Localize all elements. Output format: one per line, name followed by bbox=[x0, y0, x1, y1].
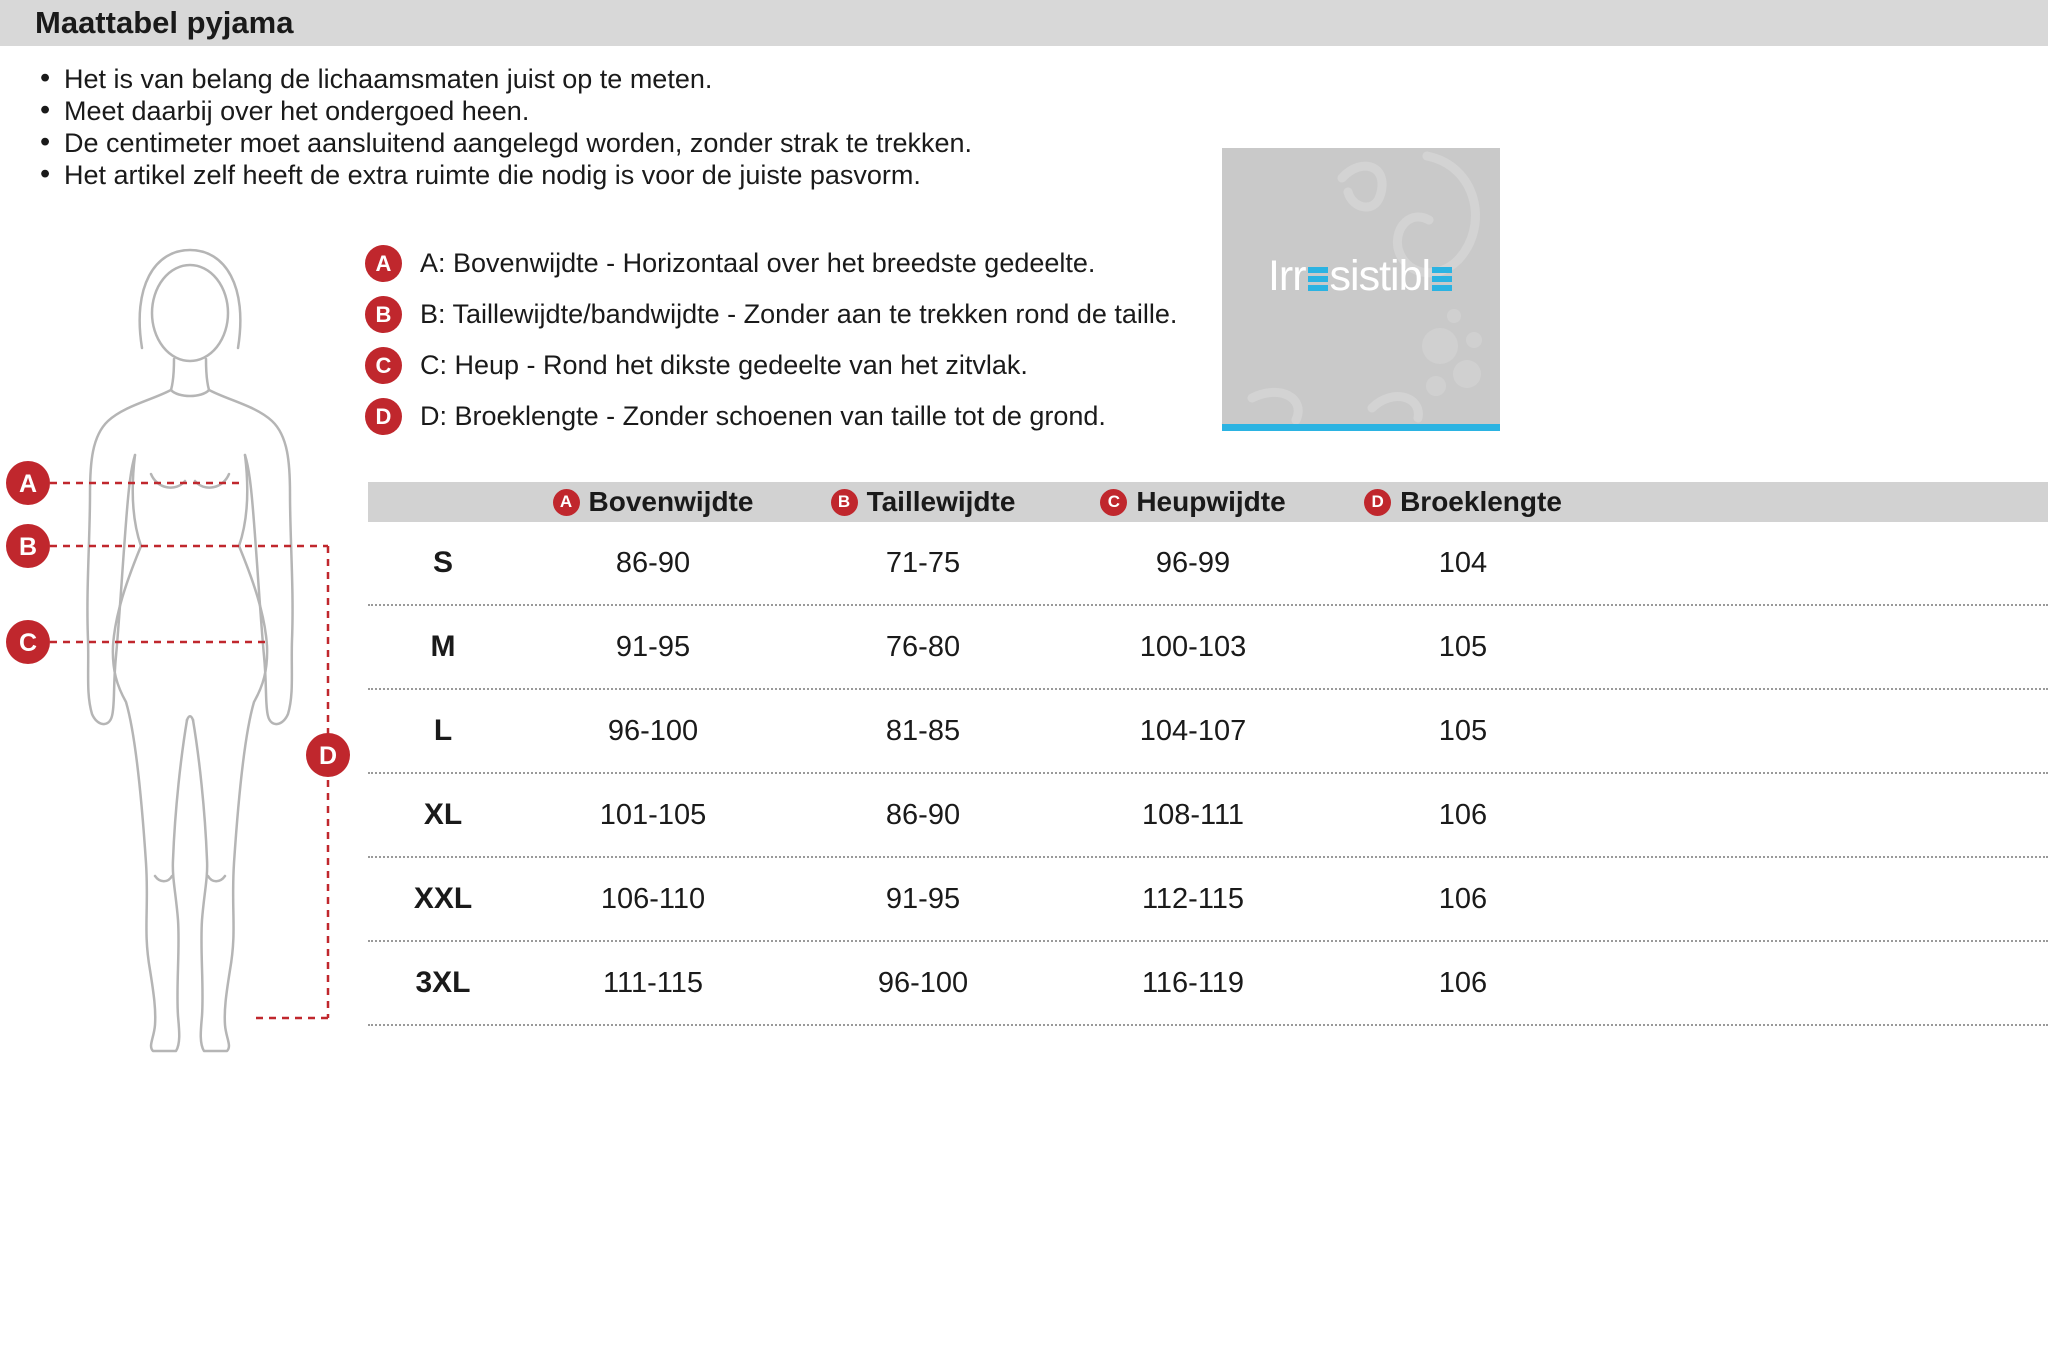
column-b-badge: B bbox=[831, 489, 858, 516]
value-cell: 81-85 bbox=[885, 714, 961, 747]
marker-d-letter: D bbox=[318, 742, 338, 770]
value-cell: 105 bbox=[1438, 714, 1488, 747]
legend-b-badge: B bbox=[365, 296, 402, 333]
table-row-l bbox=[368, 690, 2048, 774]
column-c-badge: C bbox=[1100, 489, 1127, 516]
instruction-item: • Meet daarbij over het ondergoed heen. bbox=[40, 98, 1140, 125]
column-header-broeklengte bbox=[1328, 486, 1598, 518]
column-header-taillewijdte bbox=[788, 486, 1058, 518]
legend-item-a bbox=[365, 245, 1177, 282]
brand-logo-wordmark bbox=[1222, 252, 1500, 301]
value-cell: 91-95 bbox=[615, 630, 691, 663]
value-cell: 96-100 bbox=[607, 714, 699, 747]
legend-item-b bbox=[365, 296, 1177, 333]
logo-text-part1: Irr bbox=[1267, 252, 1306, 300]
legend-item-d bbox=[365, 398, 1177, 435]
value-cell: 106 bbox=[1438, 882, 1488, 915]
value-cell: 108-111 bbox=[1141, 798, 1245, 831]
size-cell: XXL bbox=[413, 882, 473, 915]
value-cell: 71-75 bbox=[885, 546, 961, 579]
table-row-m bbox=[368, 606, 2048, 690]
size-cell: L bbox=[433, 714, 453, 747]
value-cell: 104 bbox=[1438, 546, 1488, 579]
page-title: Maattabel pyjama bbox=[35, 5, 294, 40]
logo-e-icon bbox=[1432, 267, 1452, 291]
value-cell: 105 bbox=[1438, 630, 1488, 663]
instruction-item: • Het artikel zelf heeft de extra ruimte die nodig is voor de juiste pasvorm. bbox=[40, 162, 1140, 189]
value-cell: 96-100 bbox=[877, 966, 969, 999]
marker-a-letter: A bbox=[18, 470, 38, 498]
column-b-label: Taillewijdte bbox=[866, 486, 1016, 517]
legend-item-c bbox=[365, 347, 1177, 384]
legend-c-badge: C bbox=[365, 347, 402, 384]
legend-b-text: B: Taillewijdte/bandwijdte - Zonder aan te trekken rond de taille. bbox=[420, 299, 1178, 329]
legend-d-text: D: Broeklengte - Zonder schoenen van taille tot de grond. bbox=[420, 401, 1106, 431]
instruction-list bbox=[40, 66, 1140, 194]
value-cell: 106 bbox=[1438, 798, 1488, 831]
value-cell: 104-107 bbox=[1139, 714, 1247, 747]
column-header-bovenwijdte bbox=[518, 486, 788, 518]
value-cell: 96-99 bbox=[1155, 546, 1231, 579]
value-cell: 106-110 bbox=[600, 882, 706, 915]
value-cell: 86-90 bbox=[885, 798, 961, 831]
value-cell: 106 bbox=[1438, 966, 1488, 999]
body-measurement-figure bbox=[0, 228, 380, 1078]
value-cell: 100-103 bbox=[1139, 630, 1247, 663]
column-c-label: Heupwijdte bbox=[1136, 486, 1286, 517]
value-cell: 76-80 bbox=[885, 630, 961, 663]
body-silhouette-illustration bbox=[0, 228, 380, 1078]
logo-text-part2: sistibl bbox=[1329, 252, 1431, 300]
legend-c-text: C: Heup - Rond het dikste gedeelte van het zitvlak. bbox=[420, 350, 1028, 380]
size-cell: M bbox=[430, 630, 456, 663]
brand-logo-box bbox=[1222, 148, 1500, 424]
size-cell: S bbox=[432, 546, 453, 579]
marker-b-letter: B bbox=[18, 533, 38, 561]
value-cell: 116-119 bbox=[1141, 966, 1245, 999]
figure-head-outline bbox=[152, 265, 228, 361]
legend-a-badge: A bbox=[365, 245, 402, 282]
marker-c-letter: C bbox=[18, 629, 38, 657]
column-d-label: Broeklengte bbox=[1400, 486, 1562, 517]
column-a-badge: A bbox=[553, 489, 580, 516]
measurement-legend bbox=[365, 245, 1177, 449]
title-bar bbox=[0, 0, 2048, 46]
size-cell: XL bbox=[423, 798, 463, 831]
value-cell: 101-105 bbox=[599, 798, 707, 831]
table-row-xxl bbox=[368, 858, 2048, 942]
column-a-label: Bovenwijdte bbox=[588, 486, 754, 517]
size-cell: 3XL bbox=[415, 966, 471, 999]
value-cell: 86-90 bbox=[615, 546, 691, 579]
legend-d-badge: D bbox=[365, 398, 402, 435]
legend-a-text: A: Bovenwijdte - Horizontaal over het breedste gedeelte. bbox=[420, 248, 1096, 278]
size-table bbox=[368, 482, 2048, 1026]
instruction-item: • Het is van belang de lichaamsmaten juist op te meten. bbox=[40, 66, 1140, 93]
value-cell: 111-115 bbox=[603, 966, 703, 999]
table-row-xl bbox=[368, 774, 2048, 858]
logo-cyan-underline bbox=[1222, 424, 1500, 431]
column-header-heupwijdte bbox=[1058, 486, 1328, 518]
figure-right-arm bbox=[209, 390, 293, 724]
column-d-badge: D bbox=[1364, 489, 1391, 516]
logo-e-icon bbox=[1308, 267, 1328, 291]
value-cell: 112-115 bbox=[1141, 882, 1245, 915]
size-table-header bbox=[368, 482, 2048, 522]
figure-left-arm bbox=[87, 390, 171, 724]
instruction-item: • De centimeter moet aansluitend aangelegd worden, zonder strak te trekken. bbox=[40, 130, 1140, 157]
value-cell: 91-95 bbox=[885, 882, 961, 915]
table-row-s bbox=[368, 522, 2048, 606]
table-row-3xl bbox=[368, 942, 2048, 1026]
